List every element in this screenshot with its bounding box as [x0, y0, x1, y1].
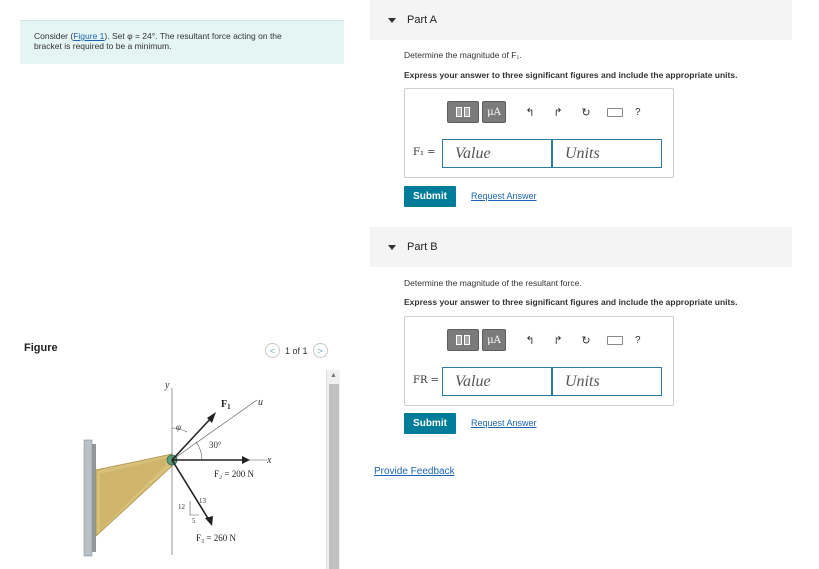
- chevron-left-icon: <: [269, 345, 276, 356]
- slope-5: 5: [192, 517, 196, 525]
- part-b-submit-button[interactable]: Submit: [404, 413, 456, 434]
- part-a-value-input[interactable]: Value: [442, 139, 552, 168]
- provide-feedback-link[interactable]: Provide Feedback: [374, 466, 455, 477]
- problem-text-end: ). Set φ = 24°. The resultant force acting on the: [104, 31, 282, 41]
- templates-button[interactable]: [447, 329, 479, 351]
- chevron-right-icon: >: [317, 345, 323, 356]
- part-b-instruction: Express your answer to three significant figures and include the appropriate units.: [404, 297, 738, 307]
- figure-image: [62, 370, 324, 569]
- problem-text: Consider (: [34, 31, 74, 41]
- f2-arrowhead: [242, 456, 250, 464]
- u-axis-label: u: [258, 397, 263, 408]
- reset-icon[interactable]: ↻: [581, 106, 591, 119]
- angle-arc: [196, 442, 202, 460]
- part-a-units-input[interactable]: Units: [552, 139, 662, 168]
- f1-label: $F_1$: [221, 399, 231, 411]
- part-a-submit-button[interactable]: Submit: [404, 186, 456, 207]
- part-b-toolbar: [447, 329, 641, 351]
- f3-arrowhead: [205, 516, 213, 526]
- x-axis-label: x: [267, 455, 272, 466]
- figure-link[interactable]: Figure 1: [73, 31, 105, 41]
- part-b-units-input[interactable]: Units: [552, 367, 662, 396]
- problem-line-1: [34, 31, 330, 41]
- part-b-title: Part B: [407, 241, 438, 253]
- collapse-triangle-icon: [388, 245, 396, 250]
- keyboard-icon[interactable]: [607, 108, 623, 117]
- help-icon[interactable]: ?: [635, 106, 641, 118]
- part-b-answer-box: [404, 316, 674, 406]
- reset-icon[interactable]: ↻: [581, 334, 591, 347]
- part-a-instruction: Express your answer to three significant figures and include the appropriate units.: [404, 70, 738, 80]
- u-axis: [172, 400, 257, 460]
- help-icon[interactable]: ?: [635, 334, 641, 346]
- part-a-title: Part A: [407, 14, 437, 26]
- wall-edge: [92, 444, 96, 552]
- slope-12: 12: [178, 503, 185, 511]
- bracket-diagram: [62, 370, 324, 569]
- part-a-toolbar: [447, 101, 641, 123]
- prev-figure-button[interactable]: [265, 343, 280, 358]
- part-b-header[interactable]: [370, 227, 792, 267]
- mu-icon: μA: [487, 334, 501, 346]
- next-figure-button[interactable]: [313, 343, 328, 358]
- units-button[interactable]: [482, 101, 506, 123]
- scroll-thumb[interactable]: [329, 384, 339, 569]
- problem-line-2: bracket is required to be a minimum.: [34, 41, 172, 51]
- figure-pager: [265, 343, 328, 358]
- part-b-question: Determine the magnitude of the resultant force.: [404, 278, 582, 288]
- f3-arrow: [172, 460, 209, 520]
- angle-label: 30°: [209, 440, 222, 450]
- phi-label: φ: [176, 422, 181, 432]
- part-a-request-answer-link[interactable]: Request Answer: [471, 191, 537, 201]
- f3-label: F₃ = 260 N: [196, 533, 236, 543]
- part-b-request-answer-link[interactable]: Request Answer: [471, 418, 537, 428]
- figure-scrollbar[interactable]: [326, 370, 340, 569]
- y-axis-label: y: [165, 380, 170, 391]
- keyboard-icon[interactable]: [607, 336, 623, 345]
- templates-button[interactable]: [447, 101, 479, 123]
- undo-icon[interactable]: ↰: [525, 106, 535, 119]
- f2-label: F₂ = 200 N: [214, 469, 254, 479]
- part-b-variable-label: FR =: [413, 375, 440, 386]
- wall: [84, 440, 92, 556]
- problem-statement: [20, 20, 344, 64]
- undo-icon[interactable]: ↰: [525, 334, 535, 347]
- part-a-answer-box: [404, 88, 674, 178]
- part-a-header[interactable]: [370, 0, 792, 40]
- part-a-variable-label: F₁ =: [413, 147, 436, 158]
- part-a-question: Determine the magnitude of F₁.: [404, 50, 522, 60]
- part-b-value-input[interactable]: Value: [442, 367, 552, 396]
- figure-label: Figure: [24, 342, 58, 354]
- pager-text: 1 of 1: [285, 345, 308, 356]
- units-button[interactable]: [482, 329, 506, 351]
- redo-icon[interactable]: ↱: [553, 334, 563, 347]
- collapse-triangle-icon: [388, 18, 396, 23]
- mu-icon: μA: [487, 106, 501, 118]
- slope-13: 13: [199, 497, 206, 505]
- scroll-up-icon[interactable]: ▲: [330, 372, 337, 379]
- redo-icon[interactable]: ↱: [553, 106, 563, 119]
